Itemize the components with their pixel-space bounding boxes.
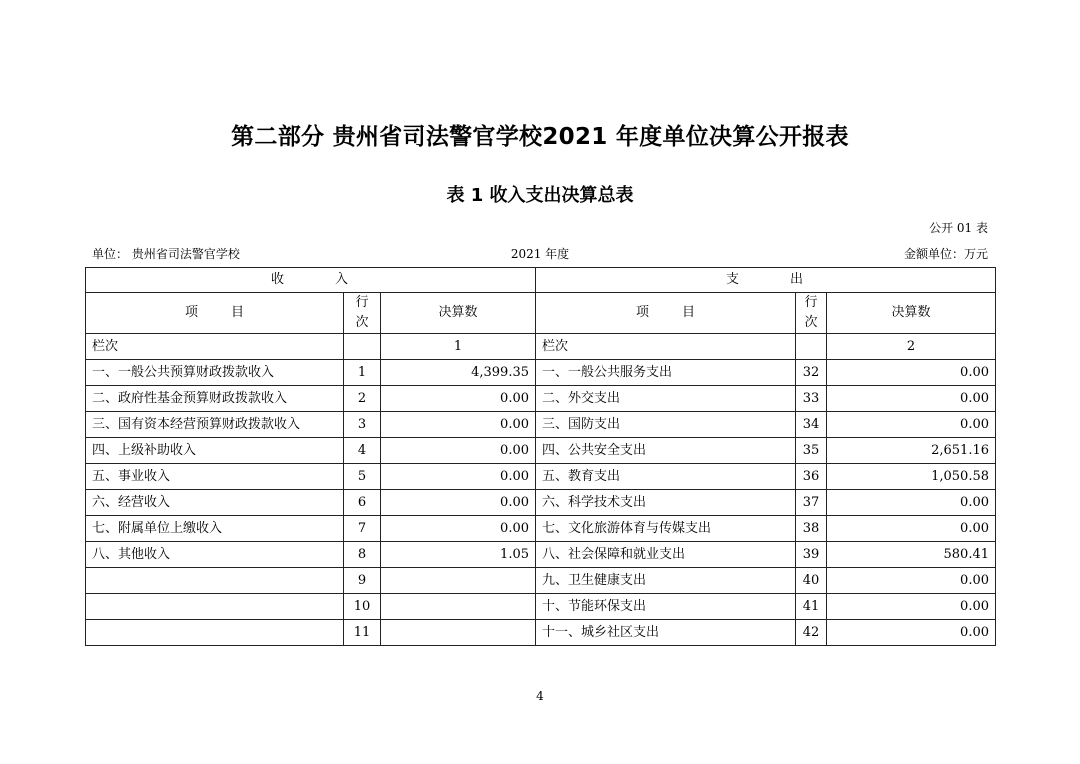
income-header: 收 入 [86, 268, 536, 293]
expense-index-label: 栏次 [536, 334, 796, 360]
table-title: 表 1 收入支出决算总表 [446, 185, 634, 206]
table-row [86, 386, 996, 412]
expense-item-cell: 十一、城乡社区支出 [536, 620, 796, 646]
expense-row-no-cell: 41 [796, 594, 827, 620]
expense-item-header: 项 目 [536, 293, 796, 334]
income-index-value: 1 [381, 334, 536, 360]
expense-header: 支 出 [536, 268, 996, 293]
income-amount-cell [381, 620, 536, 646]
expense-row-no-cell: 39 [796, 542, 827, 568]
table-row [86, 360, 996, 386]
expense-row-no-header: 行次 [796, 293, 827, 334]
column-index-row [86, 334, 996, 360]
fiscal-year: 2021 年度 [510, 247, 570, 261]
expense-row-no-cell: 37 [796, 490, 827, 516]
expense-item-cell: 八、社会保障和就业支出 [536, 542, 796, 568]
income-row-no-cell: 9 [344, 568, 381, 594]
income-amount-header: 决算数 [381, 293, 536, 334]
expense-item-cell: 九、卫生健康支出 [536, 568, 796, 594]
expense-item-cell: 一、一般公共服务支出 [536, 360, 796, 386]
expense-amount-cell: 2,651.16 [827, 438, 996, 464]
income-amount-cell: 0.00 [381, 490, 536, 516]
expense-amount-cell: 0.00 [827, 386, 996, 412]
expense-item-cell: 二、外交支出 [536, 386, 796, 412]
expense-amount-cell: 1,050.58 [827, 464, 996, 490]
income-row-no-cell: 7 [344, 516, 381, 542]
income-row-no-cell: 2 [344, 386, 381, 412]
expense-item-cell: 十、节能环保支出 [536, 594, 796, 620]
income-item-cell [86, 620, 344, 646]
expense-item-cell: 四、公共安全支出 [536, 438, 796, 464]
table-row [86, 438, 996, 464]
column-header-row [86, 293, 996, 334]
expense-amount-cell: 0.00 [827, 594, 996, 620]
table-row [86, 412, 996, 438]
income-row-no-cell: 8 [344, 542, 381, 568]
expense-item-cell: 六、科学技术支出 [536, 490, 796, 516]
table-row [86, 568, 996, 594]
table-row [86, 594, 996, 620]
expense-index-blank [796, 334, 827, 360]
expense-row-no-cell: 42 [796, 620, 827, 646]
expense-row-no-cell: 35 [796, 438, 827, 464]
expense-row-no-cell: 40 [796, 568, 827, 594]
income-row-no-header: 行次 [344, 293, 381, 334]
income-item-cell: 一、一般公共预算财政拨款收入 [86, 360, 344, 386]
income-row-no-cell: 1 [344, 360, 381, 386]
table-row [86, 464, 996, 490]
income-amount-cell: 0.00 [381, 464, 536, 490]
expense-amount-cell: 0.00 [827, 568, 996, 594]
income-item-cell: 七、附属单位上缴收入 [86, 516, 344, 542]
expense-index-value: 2 [827, 334, 996, 360]
income-item-cell: 八、其他收入 [86, 542, 344, 568]
expense-amount-cell: 0.00 [827, 490, 996, 516]
expense-amount-cell: 0.00 [827, 412, 996, 438]
expense-item-cell: 五、教育支出 [536, 464, 796, 490]
income-row-no-cell: 4 [344, 438, 381, 464]
expense-row-no-cell: 38 [796, 516, 827, 542]
income-item-cell: 五、事业收入 [86, 464, 344, 490]
expense-amount-cell: 0.00 [827, 360, 996, 386]
table-row [86, 490, 996, 516]
expense-item-cell: 七、文化旅游体育与传媒支出 [536, 516, 796, 542]
expense-row-no-cell: 36 [796, 464, 827, 490]
expense-row-no-cell: 33 [796, 386, 827, 412]
income-amount-cell: 0.00 [381, 516, 536, 542]
table-row [86, 620, 996, 646]
income-index-blank [344, 334, 381, 360]
income-amount-cell: 0.00 [381, 438, 536, 464]
expense-amount-header: 决算数 [827, 293, 996, 334]
income-expense-table [85, 267, 996, 646]
table-row [86, 516, 996, 542]
income-item-cell: 二、政府性基金预算财政拨款收入 [86, 386, 344, 412]
expense-row-no-cell: 34 [796, 412, 827, 438]
income-item-cell: 三、国有资本经营预算财政拨款收入 [86, 412, 344, 438]
income-row-no-cell: 3 [344, 412, 381, 438]
expense-amount-cell: 0.00 [827, 620, 996, 646]
expense-amount-cell: 0.00 [827, 516, 996, 542]
income-item-cell: 四、上级补助收入 [86, 438, 344, 464]
expense-amount-cell: 580.41 [827, 542, 996, 568]
income-amount-cell [381, 568, 536, 594]
income-item-cell [86, 568, 344, 594]
income-amount-cell: 0.00 [381, 412, 536, 438]
income-amount-cell [381, 594, 536, 620]
table-meta-row [92, 245, 988, 261]
income-amount-cell: 1.05 [381, 542, 536, 568]
income-row-no-cell: 5 [344, 464, 381, 490]
income-row-no-cell: 11 [344, 620, 381, 646]
expense-row-no-cell: 32 [796, 360, 827, 386]
table-row [86, 542, 996, 568]
income-amount-cell: 0.00 [381, 386, 536, 412]
income-index-label: 栏次 [86, 334, 344, 360]
form-number: 公开 01 表 [929, 221, 988, 235]
expense-item-cell: 三、国防支出 [536, 412, 796, 438]
income-item-cell [86, 594, 344, 620]
page-number: 4 [536, 689, 544, 703]
income-row-no-cell: 6 [344, 490, 381, 516]
page-title: 第二部分 贵州省司法警官学校2021 年度单位决算公开报表 [231, 124, 849, 150]
group-header-row [86, 268, 996, 293]
currency-unit: 金额单位：万元 [903, 247, 988, 261]
income-item-cell: 六、经营收入 [86, 490, 344, 516]
income-row-no-cell: 10 [344, 594, 381, 620]
reporting-unit: 单位： 贵州省司法警官学校 [92, 247, 240, 261]
income-item-header: 项 目 [86, 293, 344, 334]
income-amount-cell: 4,399.35 [381, 360, 536, 386]
